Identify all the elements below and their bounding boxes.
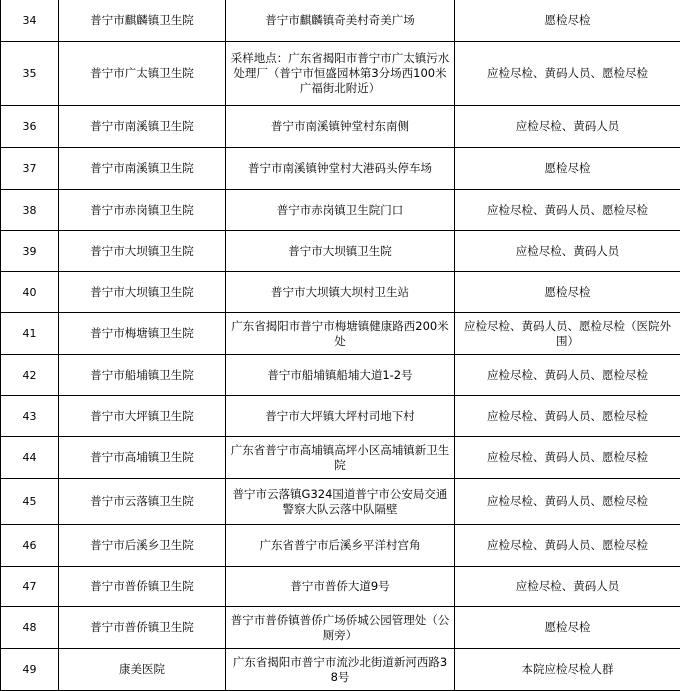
hospital-name: 普宁市大坝镇卫生院 [59, 231, 226, 272]
row-number: 45 [1, 479, 59, 525]
hospital-name: 普宁市普侨镇卫生院 [59, 607, 226, 649]
row-number: 44 [1, 437, 59, 479]
testing-requirement: 应检尽检、黄码人员 [455, 231, 680, 272]
sampling-location: 广东省普宁市后溪乡平洋村宫角 [226, 525, 455, 567]
row-number: 48 [1, 607, 59, 649]
testing-requirement: 应检尽检、黄码人员、愿检尽检 [455, 437, 680, 479]
row-number: 47 [1, 567, 59, 607]
table-row [1, 42, 680, 106]
hospital-name: 普宁市南溪镇卫生院 [59, 106, 226, 148]
testing-requirement: 应检尽检、黄码人员、愿检尽检 [455, 525, 680, 567]
hospital-name: 普宁市船埔镇卫生院 [59, 355, 226, 396]
testing-requirement: 应检尽检、黄码人员、愿检尽检 [455, 396, 680, 437]
testing-requirement: 应检尽检、黄码人员、愿检尽检 [455, 479, 680, 525]
hospital-name: 普宁市大坪镇卫生院 [59, 396, 226, 437]
testing-requirement: 应检尽检、黄码人员、愿检尽检 [455, 355, 680, 396]
testing-requirement: 愿检尽检 [455, 0, 680, 42]
testing-requirement: 应检尽检、黄码人员 [455, 567, 680, 607]
sampling-location: 普宁市普侨镇普侨广场侨城公园管理处（公厕旁） [226, 607, 455, 649]
testing-requirement: 应检尽检、黄码人员、愿检尽检 [455, 190, 680, 231]
sampling-location: 广东省揭阳市普宁市梅塘镇健康路西200米处 [226, 313, 455, 355]
hospital-name: 普宁市南溪镇卫生院 [59, 148, 226, 190]
row-number: 37 [1, 148, 59, 190]
testing-requirement: 应检尽检、黄码人员 [455, 106, 680, 148]
table-row [1, 479, 680, 525]
table-row [1, 525, 680, 567]
sampling-location: 采样地点：广东省揭阳市普宁市广太镇污水处理厂（普宁市恒盛园林第3分场西100米广福街北附近） [226, 42, 455, 106]
hospital-name: 普宁市高埔镇卫生院 [59, 437, 226, 479]
hospital-name: 普宁市麒麟镇卫生院 [59, 0, 226, 42]
sampling-location: 普宁市大坝镇卫生院 [226, 231, 455, 272]
testing-requirement: 应检尽检、黄码人员、愿检尽检（医院外围） [455, 313, 680, 355]
table-row [1, 190, 680, 231]
table-row [1, 0, 680, 42]
hospital-name: 普宁市赤岗镇卫生院 [59, 190, 226, 231]
table-row [1, 313, 680, 355]
hospital-name: 普宁市大坝镇卫生院 [59, 272, 226, 313]
table-row [1, 148, 680, 190]
hospital-name: 普宁市普侨镇卫生院 [59, 567, 226, 607]
sampling-location: 普宁市云落镇G324国道普宁市公安局交通警察大队云落中队隔壁 [226, 479, 455, 525]
hospital-name: 康美医院 [59, 649, 226, 691]
table-row [1, 355, 680, 396]
row-number: 49 [1, 649, 59, 691]
sampling-location: 普宁市赤岗镇卫生院门口 [226, 190, 455, 231]
table-row [1, 567, 680, 607]
table-row [1, 272, 680, 313]
hospital-name: 普宁市广太镇卫生院 [59, 42, 226, 106]
hospital-name: 普宁市后溪乡卫生院 [59, 525, 226, 567]
row-number: 36 [1, 106, 59, 148]
row-number: 46 [1, 525, 59, 567]
testing-requirement: 愿检尽检 [455, 148, 680, 190]
testing-requirement: 愿检尽检 [455, 607, 680, 649]
sampling-location: 普宁市麒麟镇奇美村奇美广场 [226, 0, 455, 42]
testing-requirement: 本院应检尽检人群 [455, 649, 680, 691]
table-row [1, 106, 680, 148]
row-number: 39 [1, 231, 59, 272]
hospital-name: 普宁市梅塘镇卫生院 [59, 313, 226, 355]
table-row [1, 437, 680, 479]
sampling-location: 广东省普宁市高埔镇高坪小区高埔镇新卫生院 [226, 437, 455, 479]
sampling-location: 普宁市大坪镇大坪村司地下村 [226, 396, 455, 437]
sampling-location: 普宁市普侨大道9号 [226, 567, 455, 607]
sampling-location: 普宁市大坝镇大坝村卫生站 [226, 272, 455, 313]
sampling-location: 普宁市南溪镇钟堂村东南侧 [226, 106, 455, 148]
sampling-location: 广东省揭阳市普宁市流沙北街道新河西路38号 [226, 649, 455, 691]
sampling-location: 普宁市南溪镇钟堂村大港码头停车场 [226, 148, 455, 190]
table-row [1, 231, 680, 272]
row-number: 41 [1, 313, 59, 355]
row-number: 43 [1, 396, 59, 437]
row-number: 35 [1, 42, 59, 106]
row-number: 38 [1, 190, 59, 231]
testing-requirement: 愿检尽检 [455, 272, 680, 313]
table-row [1, 396, 680, 437]
row-number: 34 [1, 0, 59, 42]
row-number: 42 [1, 355, 59, 396]
testing-requirement: 应检尽检、黄码人员、愿检尽检 [455, 42, 680, 106]
sampling-location: 普宁市船埔镇船埔大道1-2号 [226, 355, 455, 396]
hospital-name: 普宁市云落镇卫生院 [59, 479, 226, 525]
table-row [1, 649, 680, 691]
row-number: 40 [1, 272, 59, 313]
table-row [1, 607, 680, 649]
